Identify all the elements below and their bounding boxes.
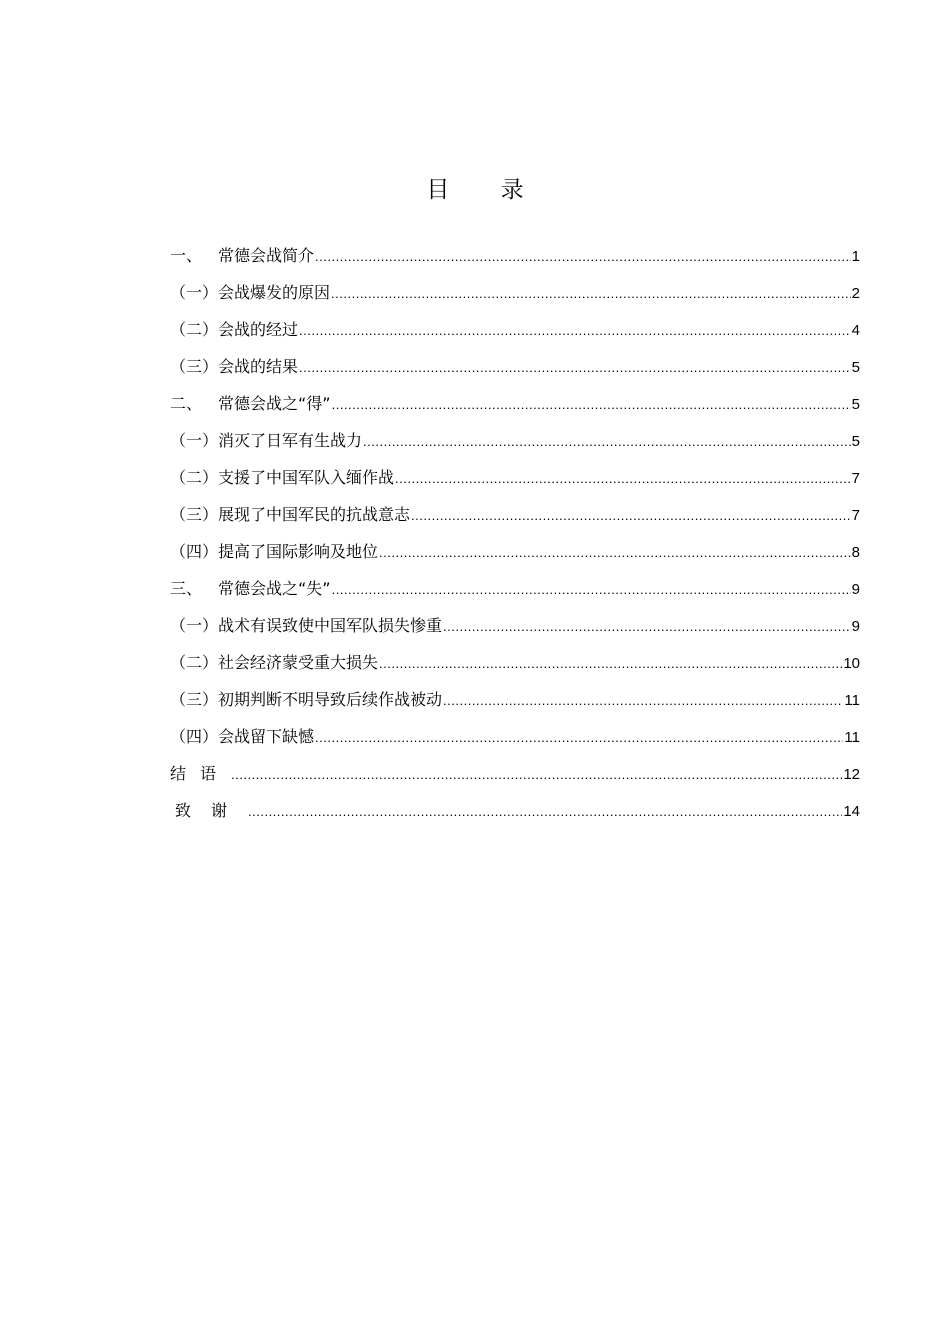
toc-entry-page: 5 <box>851 396 860 413</box>
toc-entry-number: （三） <box>170 505 219 524</box>
dot-leader <box>332 571 851 608</box>
toc-entry-2[interactable] <box>170 385 860 422</box>
toc-entry-3-2[interactable] <box>170 644 860 681</box>
toc-entry-3[interactable] <box>170 570 860 607</box>
toc-entry-page: 10 <box>843 655 860 672</box>
toc-entry-page: 9 <box>851 581 860 598</box>
toc-title: 目 录 <box>426 177 546 203</box>
toc-entry-number: （三） <box>170 357 219 376</box>
toc-entry-label: 提高了国际影响及地位 <box>218 542 379 561</box>
dot-leader <box>248 793 842 830</box>
toc-entry-1-1[interactable] <box>170 274 860 311</box>
toc-entry-label: 战术有误致使中国军队损失惨重 <box>218 616 443 635</box>
toc-entry-number: （一） <box>170 431 219 450</box>
toc-entry-1[interactable] <box>170 237 860 274</box>
toc-entry-3-4[interactable] <box>170 718 860 755</box>
dot-leader <box>379 645 842 682</box>
toc-entry-2-1[interactable] <box>170 422 860 459</box>
toc-entry-page: 5 <box>851 359 860 376</box>
dot-leader <box>231 756 842 793</box>
toc-entry-label: 常德会战简介 <box>218 246 315 265</box>
toc-entry-number: （二） <box>170 320 219 339</box>
toc-entry-acknowledgements[interactable] <box>170 792 860 829</box>
toc-entry-page: 1 <box>851 248 860 265</box>
toc-entry-label: 会战的经过 <box>218 320 299 339</box>
toc-entry-page: 2 <box>851 285 860 302</box>
toc-entry-label: 会战留下缺憾 <box>218 727 315 746</box>
toc-entry-page: 9 <box>851 618 860 635</box>
toc-entry-page: 7 <box>851 507 860 524</box>
toc-entry-label: 消灭了日军有生战力 <box>218 431 363 450</box>
toc-entry-label: 常德会战之“失” <box>218 579 331 598</box>
dot-leader <box>379 534 851 571</box>
toc-entry-page: 14 <box>843 803 860 820</box>
toc-entry-label: 常德会战之“得” <box>218 394 331 413</box>
toc-entry-page: 11 <box>844 692 860 709</box>
dot-leader <box>299 312 851 349</box>
toc-entry-label: 展现了中国军民的抗战意志 <box>218 505 411 524</box>
toc-entry-page: 8 <box>851 544 860 561</box>
toc-entry-label: 社会经济蒙受重大损失 <box>218 653 379 672</box>
toc-entry-number: 三、 <box>170 579 203 598</box>
toc-entry-conclusion[interactable] <box>170 755 860 792</box>
toc-entry-label: 结语 <box>170 764 231 783</box>
toc-entry-2-3[interactable] <box>170 496 860 533</box>
toc-entry-2-4[interactable] <box>170 533 860 570</box>
toc-entry-number: （一） <box>170 283 219 302</box>
dot-leader <box>299 349 851 386</box>
toc-entry-label: 会战爆发的原因 <box>218 283 331 302</box>
toc-entry-number: （二） <box>170 468 219 487</box>
toc-entry-number: 二、 <box>170 394 203 413</box>
toc-entry-page: 4 <box>851 322 860 339</box>
dot-leader <box>395 460 851 497</box>
toc-entry-label: 初期判断不明导致后续作战被动 <box>218 690 443 709</box>
toc-entry-1-2[interactable] <box>170 311 860 348</box>
toc-entry-number: （三） <box>170 690 219 709</box>
toc-entry-label: 致谢 <box>175 801 248 820</box>
toc-entry-number: （一） <box>170 616 219 635</box>
toc-entry-number: 一、 <box>170 246 203 265</box>
toc-entry-number: （四） <box>170 727 219 746</box>
toc-entry-page: 12 <box>843 766 860 783</box>
dot-leader <box>411 497 851 534</box>
dot-leader <box>443 608 851 645</box>
toc-entry-2-2[interactable] <box>170 459 860 496</box>
toc-entry-3-3[interactable] <box>170 681 860 718</box>
dot-leader <box>332 386 851 423</box>
toc-entry-page: 7 <box>851 470 860 487</box>
toc-entry-3-1[interactable] <box>170 607 860 644</box>
dot-leader <box>331 275 851 312</box>
toc-entry-page: 11 <box>844 729 860 746</box>
dot-leader <box>315 238 851 275</box>
toc-entry-label: 会战的结果 <box>218 357 299 376</box>
toc-entry-number: （四） <box>170 542 219 561</box>
toc-entry-page: 5 <box>851 433 860 450</box>
dot-leader <box>443 682 843 719</box>
toc-entry-label: 支援了中国军队入缅作战 <box>218 468 395 487</box>
dot-leader <box>363 423 851 460</box>
toc-entry-1-3[interactable] <box>170 348 860 385</box>
toc-entry-number: （二） <box>170 653 219 672</box>
toc-list <box>170 237 860 829</box>
dot-leader <box>315 719 843 756</box>
